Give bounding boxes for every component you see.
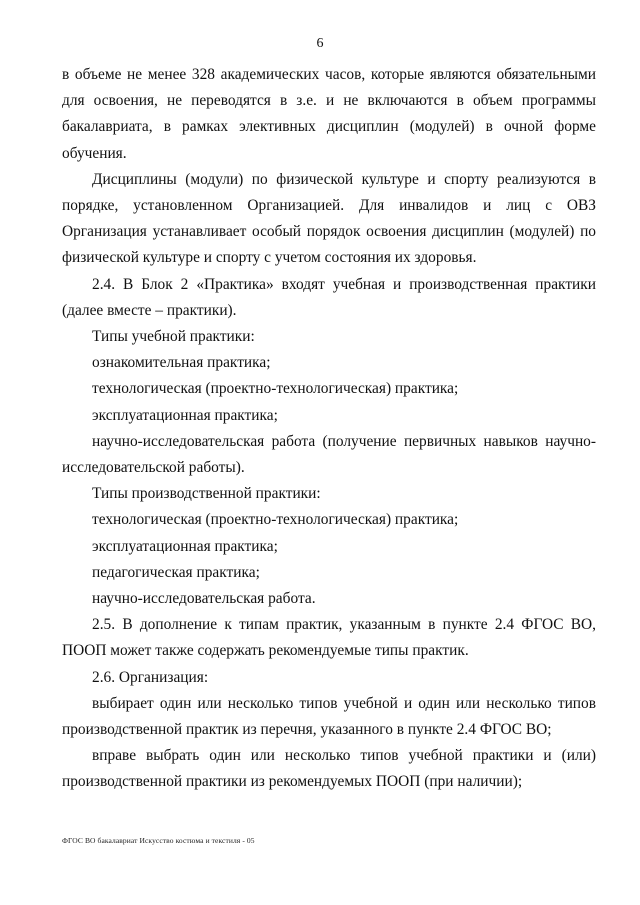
list-item: технологическая (проектно-технологическая) практика;: [92, 511, 459, 529]
paragraph-2-4: 2.4. В Блок 2 «Практика» входят учебная и производственная практики (далее вместе – практики).: [62, 275, 596, 319]
list-item: научно-исследовательская работа (получение первичных навыков научно-исследовательской работы).: [62, 432, 596, 477]
list-item: вправе выбрать один или несколько типов учебной практики и (или) производственной практики из рекомендуемых ПООП (при наличии);: [62, 747, 596, 791]
list-item: технологическая (проектно-технологическая) практика;: [92, 380, 459, 398]
heading-production-practice-types: Типы производственной практики:: [92, 485, 321, 503]
list-item: ознакомительная практика;: [92, 354, 271, 372]
document-body: [62, 62, 596, 796]
paragraph-2-6: 2.6. Организация:: [92, 668, 209, 686]
list-item: эксплуатационная практика;: [92, 537, 278, 555]
paragraph-physical-culture: Дисциплины (модули) по физической культуре и спорту реализуются в порядке, установленном Организацией. Для инвалидов и лиц с ОВЗ Организация устанавливает особый порядок освоения дисциплин (модулей) по физической культуре и спорту с учетом состояния их здоровья.: [62, 170, 596, 267]
list-item: эксплуатационная практика;: [92, 406, 278, 424]
paragraph-2-5: 2.5. В дополнение к типам практик, указанным в пункте 2.4 ФГОС ВО, ПООП может также содержать рекомендуемые типы практик.: [62, 616, 596, 660]
heading-educational-practice-types: Типы учебной практики:: [92, 328, 255, 346]
page-number: 6: [316, 36, 324, 51]
list-item: выбирает один или несколько типов учебной и один или несколько типов производственной практик из перечня, указанного в пункте 2.4 ФГОС ВО;: [62, 694, 596, 739]
page-footer: ФГОС ВО бакалавриат Искусство костюма и текстиля - 05: [62, 836, 255, 845]
list-item: педагогическая практика;: [92, 563, 260, 581]
paragraph-continuation: в объеме не менее 328 академических часов, которые являются обязательными для освоения, не переводятся в з.е. и не включаются в объем программы бакалавриата, в рамках элективных дисциплин (модулей) в очной форме обучения.: [62, 66, 596, 162]
list-item: научно-исследовательская работа.: [92, 590, 316, 608]
